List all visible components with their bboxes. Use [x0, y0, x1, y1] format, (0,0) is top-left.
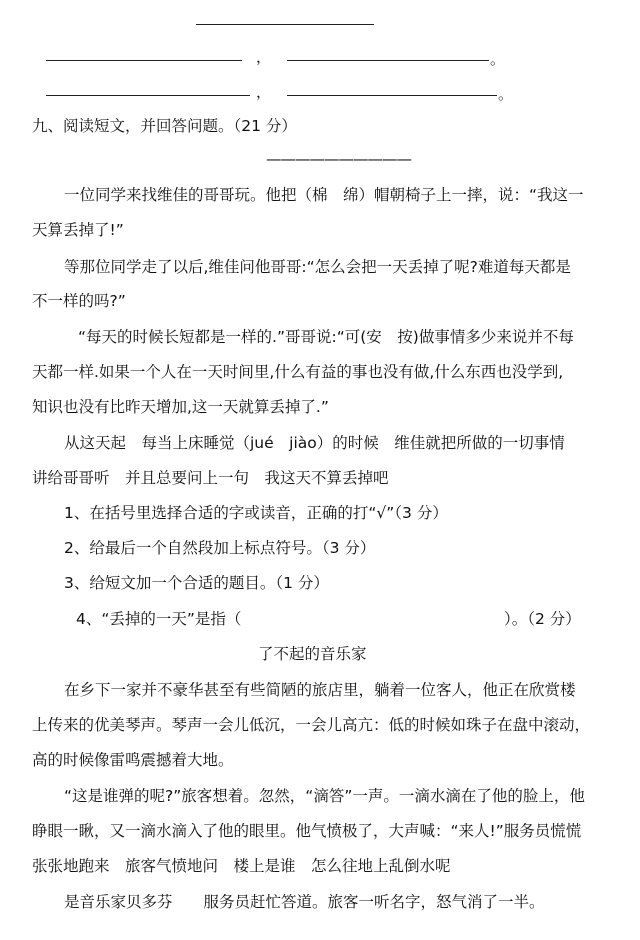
- question-4: 4、“丢掉的一天”是指（: [76, 610, 242, 628]
- paragraph-line: 知识也没有比昨天增加,这一天就算丢掉了.”: [32, 398, 329, 416]
- comma-2: ，: [256, 83, 272, 101]
- paragraph-line: 一位同学来找维佳的哥哥玩。他把（棉 绵）帽朝椅子上一摔，说：“我这一: [64, 186, 584, 204]
- paragraph-line: 天都一样.如果一个人在一天时间里,什么有益的事也没有做,什么东西也没学到,: [32, 363, 564, 381]
- paragraph-line: 天算丢掉了!”: [32, 221, 124, 239]
- paragraph-line: 从这天起 每当上床睡觉（jué jiào）的时候 维佳就把所做的一切事情: [64, 434, 565, 452]
- answer-blank-2: [287, 60, 489, 61]
- answer-blank-4: [287, 95, 497, 96]
- story-title: 了不起的音乐家: [258, 645, 367, 663]
- period-2: 。: [498, 85, 514, 103]
- question-3: 3、给短文加一个合适的题目。（1 分）: [64, 574, 329, 592]
- story-line: 在乡下一家并不豪华甚至有些简陋的旅店里，躺着一位客人，他正在欣赏楼: [64, 681, 576, 699]
- story-line: 上传来的优美琴声。琴声一会儿低沉，一会儿高亢：低的时候如珠子在盘中滚动，: [32, 716, 591, 734]
- answer-blank-3: [46, 95, 250, 96]
- question-4-end: ）。（2 分）: [504, 610, 581, 628]
- story-line: 张张地跑来 旅客气愤地问 楼上是谁 怎么往地上乱倒水呢: [32, 857, 451, 875]
- title-blank: ——————————: [266, 150, 411, 168]
- answer-blank-top: [196, 24, 374, 25]
- paragraph-line: 等那位同学走了以后,维佳问他哥哥:“怎么会把一天丢掉了呢?难道每天都是: [64, 258, 571, 276]
- paragraph-line: 不一样的吗?”: [32, 292, 126, 310]
- paragraph-line: 讲给哥哥听 并且总要问上一句 我这天不算丢掉吧: [32, 469, 389, 487]
- comma-1: ，: [256, 48, 272, 66]
- question-2: 2、给最后一个自然段加上标点符号。（3 分）: [64, 539, 376, 557]
- story-line: 睁眼一瞅，又一滴水滴入了他的眼里。他气愤极了，大声喊：“来人!”服务员慌慌: [32, 822, 582, 840]
- story-line: “这是谁弹的呢?”旅客想着。忽然，“滴答”一声。一滴水滴在了他的脸上，他: [64, 787, 585, 805]
- period-1: 。: [490, 50, 506, 68]
- section-heading: 九、阅读短文，并回答问题。（21 分）: [32, 117, 297, 135]
- answer-blank-1: [46, 60, 242, 61]
- story-line: 是音乐家贝多芬 服务员赶忙答道。旅客一听名字，怒气消了一半。: [64, 893, 545, 911]
- question-1: 1、在括号里选择合适的字或读音，正确的打“√”（3 分）: [64, 504, 448, 522]
- story-line: 高的时候像雷鸣震撼着大地。: [32, 751, 234, 769]
- paragraph-line: “每天的时候长短都是一样的.”哥哥说:“可(安 按)做事情多少来说并不每: [78, 328, 574, 346]
